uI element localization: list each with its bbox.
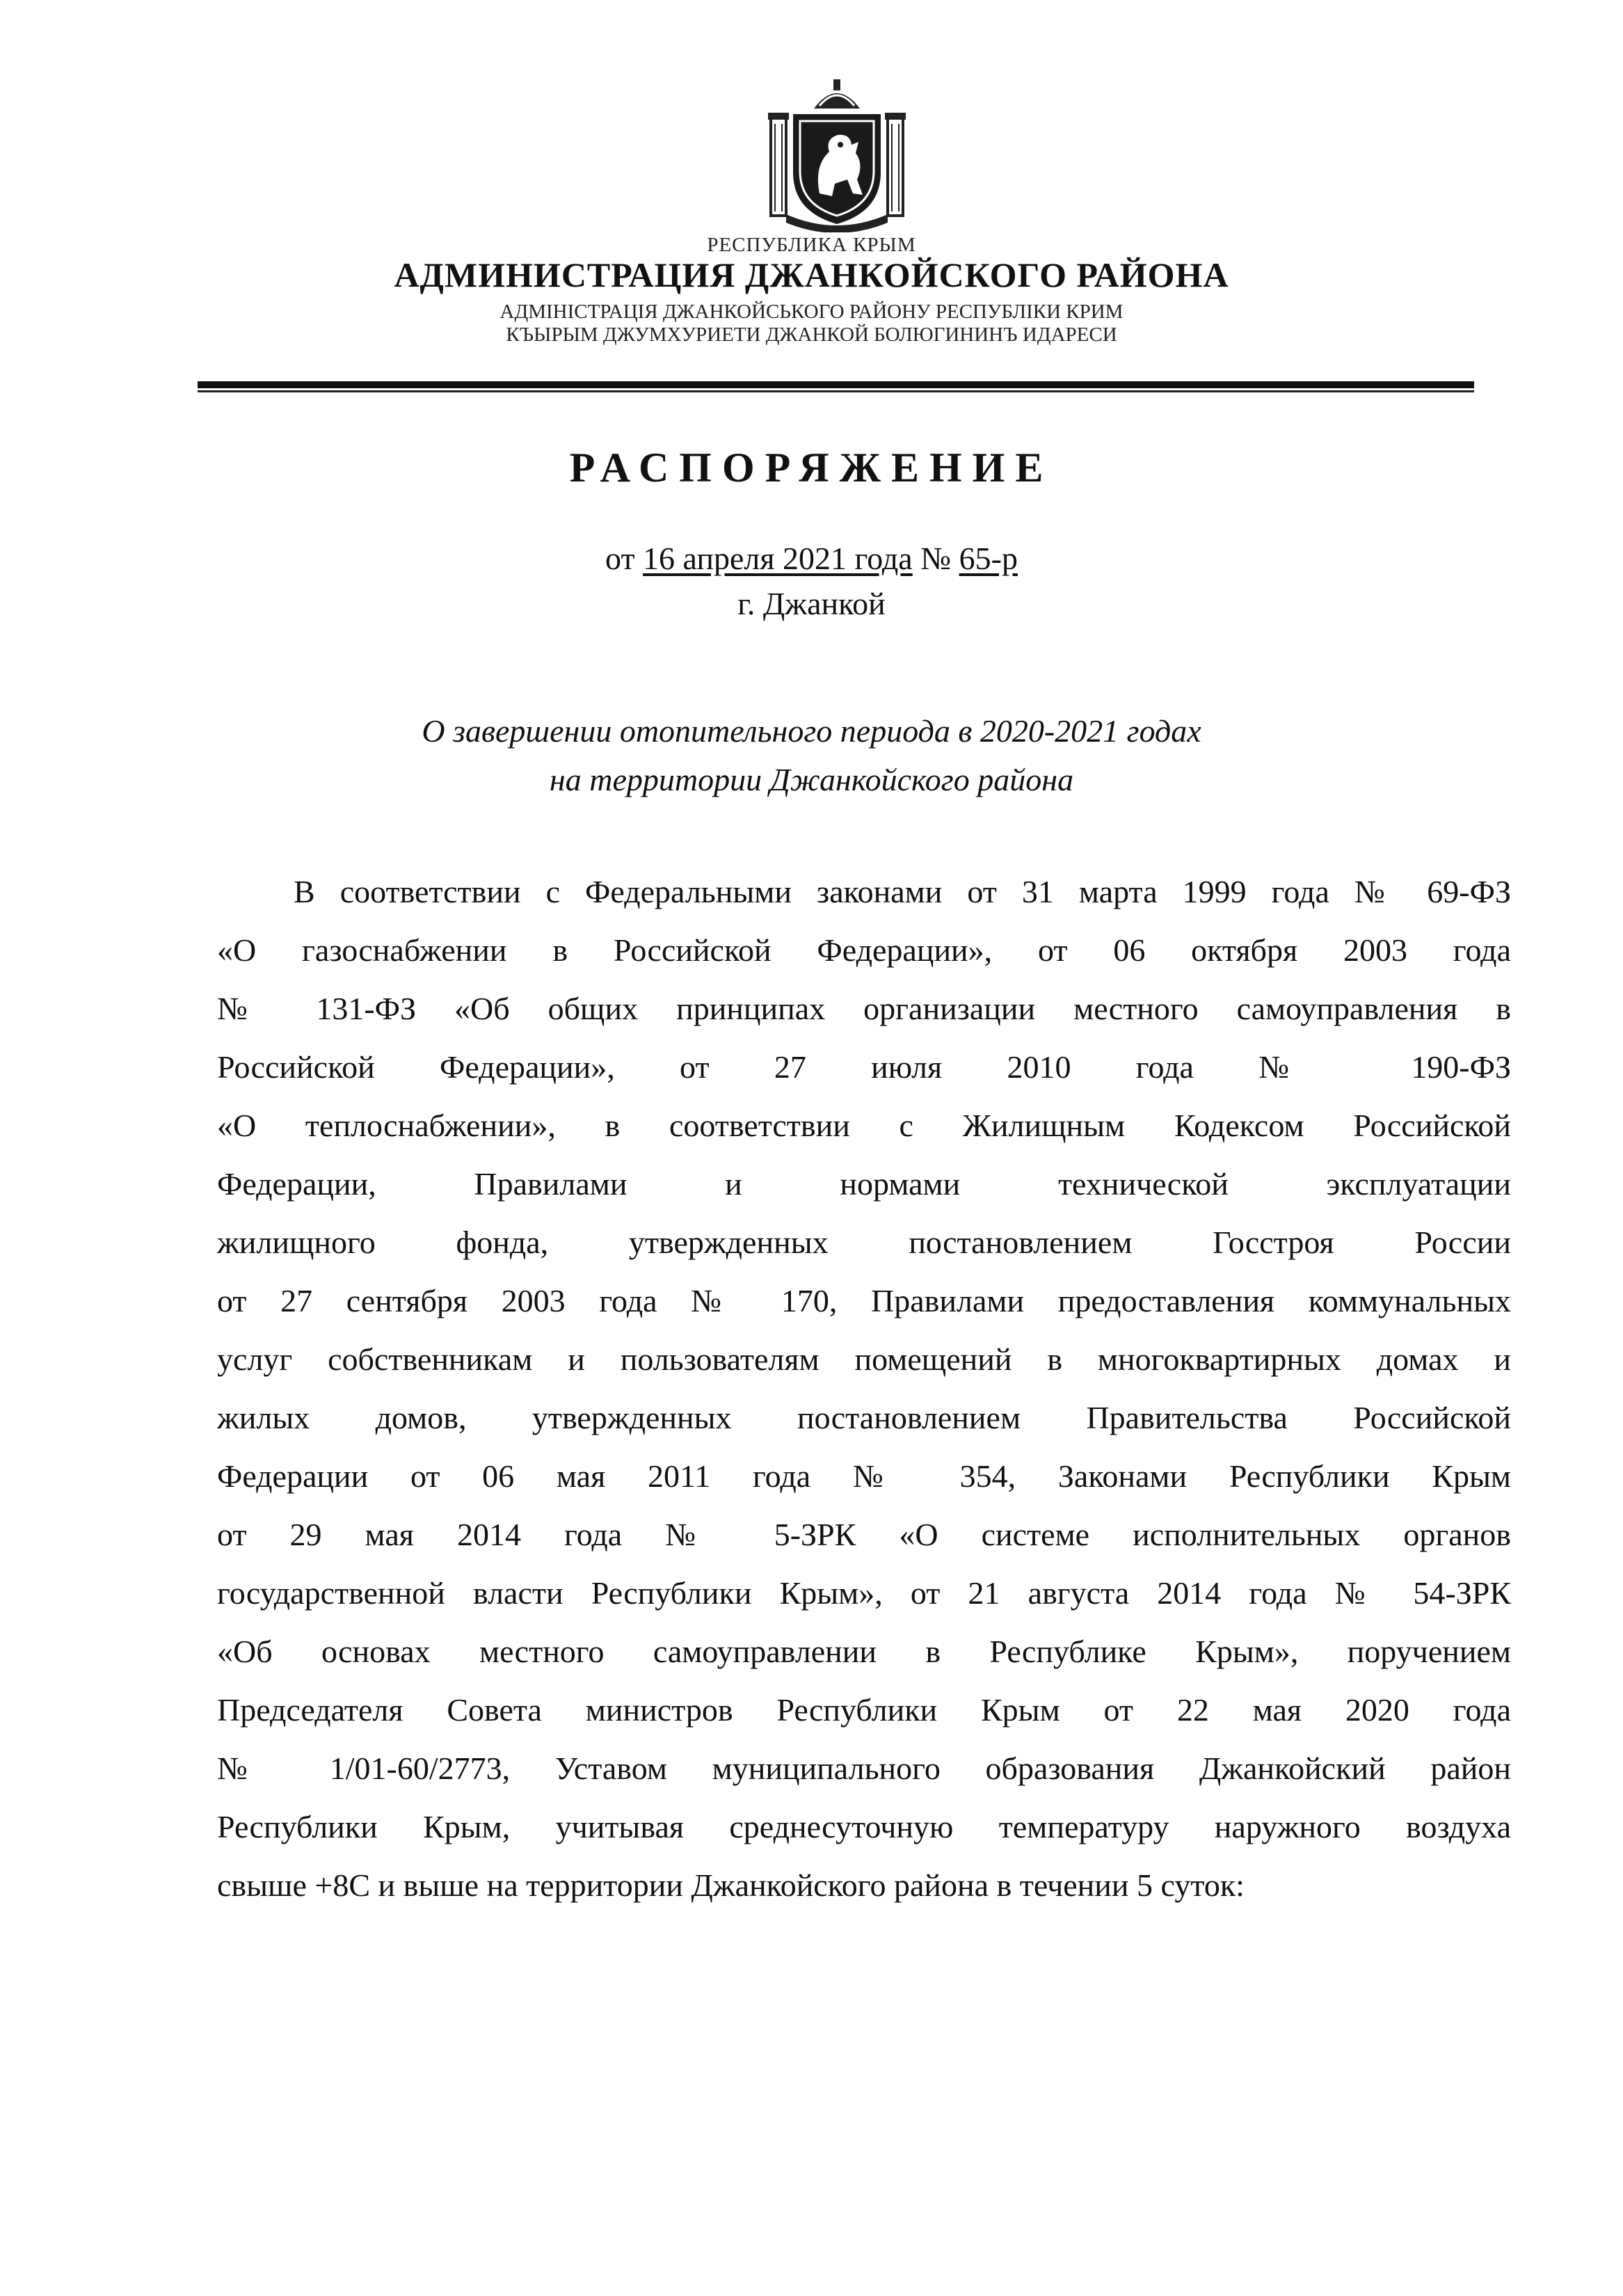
- document-city: г. Джанкой: [737, 586, 886, 621]
- body-line: «О теплоснабжении», в соответствии с Жилищным Кодексом Российской: [217, 1108, 1511, 1143]
- administration-name-crimean-tatar: КЪЫРЫМ ДЖУМХУРИЕТИ ДЖАНКОЙ БОЛЮГИНИНЪ ИДАРЕСИ: [506, 324, 1117, 346]
- document-title: РАСПОРЯЖЕНИЕ: [569, 445, 1054, 491]
- body-line: Федерации от 06 мая 2011 года № 354, Законами Республики Крым: [217, 1458, 1511, 1494]
- coat-of-arms-crimea-icon: [765, 75, 909, 232]
- body-line: «О газоснабжении в Российской Федерации», от 06 октября 2003 года: [217, 932, 1511, 968]
- body-line: Федерации, Правилами и нормами технической эксплуатации: [217, 1166, 1511, 1202]
- document-number: 65-р: [959, 541, 1018, 576]
- administration-name: АДМИНИСТРАЦИЯ ДЖАНКОЙСКОГО РАЙОНА: [394, 255, 1229, 294]
- body-line: Республики Крым, учитывая среднесуточную температуру наружного воздуха: [217, 1809, 1511, 1844]
- body-line: свыше +8С и выше на территории Джанкойского района в течении 5 суток:: [217, 1867, 1245, 1903]
- number-prefix: №: [912, 541, 959, 576]
- body-line: Председателя Совета министров Республики Крым от 22 мая 2020 года: [217, 1692, 1511, 1728]
- body-line: «Об основах местного самоуправлении в Республике Крым», поручением: [217, 1634, 1511, 1669]
- body-line: Российской Федерации», от 27 июля 2010 года № 190-ФЗ: [217, 1049, 1511, 1085]
- body-line: жилищного фонда, утвержденных постановлением Госстроя России: [217, 1225, 1511, 1260]
- body-line: от 27 сентября 2003 года № 170, Правилами предоставления коммунальных: [217, 1283, 1511, 1318]
- document-date: 16 апреля 2021 года: [643, 541, 913, 576]
- date-prefix: от: [605, 541, 643, 576]
- body-line: жилых домов, утвержденных постановлением Правительства Российской: [217, 1400, 1511, 1435]
- body-line: государственной власти Республики Крым», от 21 августа 2014 года № 54-ЗРК: [217, 1575, 1511, 1611]
- header-divider-thin: [198, 390, 1474, 392]
- body-line: от 29 мая 2014 года № 5-ЗРК «О системе исполнительных органов: [217, 1517, 1511, 1552]
- body-line: № 1/01-60/2773, Уставом муниципального образования Джанкойский район: [217, 1751, 1511, 1786]
- republic-label: РЕСПУБЛИКА КРЫМ: [707, 234, 916, 256]
- subject-line-1: О завершении отопительного периода в 2020-2021 годах: [422, 713, 1201, 749]
- body-line: услуг собственникам и пользователям помещений в многоквартирных домах и: [217, 1341, 1511, 1377]
- header-divider-thick: [198, 381, 1474, 388]
- subject-line-2: на территории Джанкойского района: [549, 762, 1074, 797]
- document-date-line: [0, 540, 1623, 577]
- body-line: В соответствии с Федеральными законами от 31 марта 1999 года № 69-ФЗ: [294, 874, 1511, 909]
- body-line: № 131-ФЗ «Об общих принципах организации местного самоуправления в: [217, 991, 1511, 1026]
- administration-name-ukrainian: АДМІНІСТРАЦІЯ ДЖАНКОЙСЬКОГО РАЙОНУ РЕСПУБЛІКИ КРИМ: [499, 301, 1124, 323]
